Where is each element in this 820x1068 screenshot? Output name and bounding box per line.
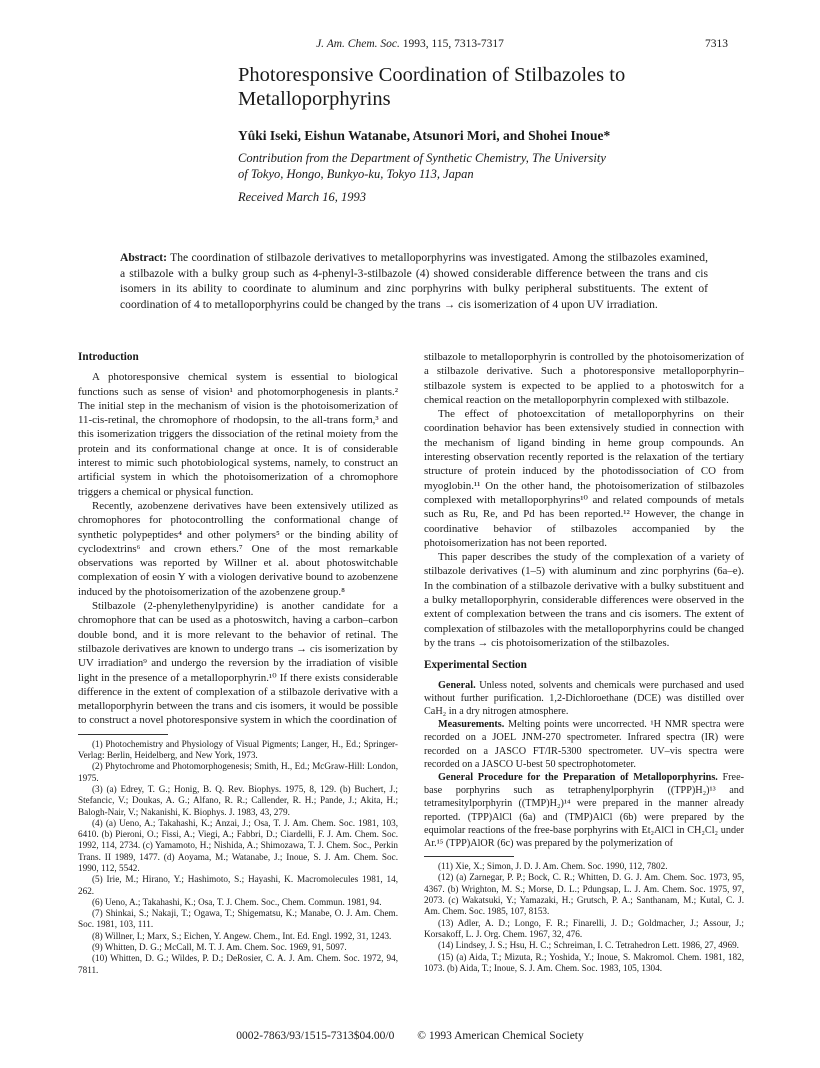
abstract-text: The coordination of stilbazole derivatives to metalloporphyrins was investigated. Among the stilbazoles examined, a stilbazole with a bulky group such as 4-phenyl-3-stilbazole (4) showed considerable difference between the trans and cis isomers in its ability to coordinate to aluminum and zinc porphyrins with bulky peripheral substituents. The extent of coordination of 4 to metalloporphyrins could be changed by the trans → cis isomerization of 4 upon UV irradiation. bbox=[120, 251, 708, 311]
left-column bbox=[78, 350, 398, 976]
footnote: (10) Whitten, D. G.; Wildes, P. D.; DeRosier, C. A. J. Am. Chem. Soc. 1972, 94, 7811. bbox=[78, 953, 398, 975]
footnote: (15) (a) Aida, T.; Mizuta, R.; Yoshida, Y.; Inoue, S. Makromol. Chem. 1981, 182, 1073. (b) Aida, T.; Inoue, S. J. Am. Chem. Soc. 1983, 105, 1304. bbox=[424, 951, 744, 973]
running-header bbox=[0, 38, 820, 50]
footnote: (2) Phytochrome and Photomorphogenesis; Smith, H., Ed.; McGraw-Hill: London, 1975. bbox=[78, 761, 398, 783]
footnote: (4) (a) Ueno, A.; Takahashi, K.; Anzai, J.; Osa, T. J. Am. Chem. Soc. 1981, 103, 6410. (b) Pieroni, O.; Fissi, A.; Viegi, A.; Fabbri, D.; Ciardelli, F. J. Am. Chem. Soc. 1992, 114, 2734. (c) Yamamoto, H.; Nishida, A.; Shimozawa, T. J. Chem. Soc., Perkin Trans. II 1989, 1477. (d) Aoyama, M.; Watanabe, J.; Inoue, S. J. Am. Chem. Soc. 1990, 112, 5542. bbox=[78, 817, 398, 873]
paragraph: Recently, azobenzene derivatives have been extensively utilized as chromophores for photocontrolling the conformational change of synthetic polypeptides⁴ and other polymers⁵ or the binding ability of cyclodextrins⁶ and crown ethers.⁷ One of the most remarkable observations was reported by Willner et al. about photoswitchable complexation of eosin Y with a viologen derivative bound to azobenzene induced by the photoisomerization of the azobenzene group.⁸ bbox=[78, 499, 398, 598]
paragraph: The effect of photoexcitation of metalloporphyrins on their coordination behavior has been extensively studied in connection with the mechanism of ligand binding in heme group compounds. An interesting observation recently reported is the relaxation of the tertiary structure of protein induced by the photodissociation of CO from myoglobin.¹¹ On the other hand, the photoisomerization of stilbazoles complexed with metalloporphyrins¹⁰ and related compounds of metals such as Ru, Re, and Pd has been reported.¹² However, the change in coordinative behavior of stilbazoles accompanied by the photoisomerization has not been reported. bbox=[424, 408, 744, 549]
abstract-label: Abstract: bbox=[120, 251, 168, 264]
footnote: (5) Irie, M.; Hirano, Y.; Hashimoto, S.; Hayashi, K. Macromolecules 1981, 14, 262. bbox=[78, 874, 398, 896]
footnote: (9) Whitten, D. G.; McCall, M. T. J. Am. Chem. Soc. 1969, 91, 5097. bbox=[92, 942, 347, 953]
copyright: © 1993 American Chemical Society bbox=[417, 1030, 584, 1042]
footnote: (1) Photochemistry and Physiology of Visual Pigments; Langer, H., Ed.; Springer-Verlag: Berlin, Heidelberg, and New York, 1973. bbox=[78, 738, 398, 761]
paragraph: A photoresponsive chemical system is essential to biological functions such as sense of vision¹ and photomorphogenesis in plants.² The initial step in the mechanism of vision is the photoisomerization of 11-cis-retinal, the chromophore of rhodopsin, to the all-trans form,³ and this isomerization triggers the dissociation of the retinal moiety from the protein and its conformational change at once. It is of considerable interest to mimic such photobiological systems, namely, to construct an artificial system in which the photoisomerization of a chromophore triggers a chemical or physical function. bbox=[78, 371, 398, 498]
run-in-text: Melting points were uncorrected. ¹H NMR spectra were recorded on a JOEL JNM-270 spectrometer. Infrared spectra (IR) were recorded on a JASCO FT/IR-5300 spectrometer. UV–vis spectra were recorded on a JASCO U-best 50 spectrophotometer. bbox=[424, 719, 745, 770]
article-code: 0002-7863/93/1515-7313$04.00/0 bbox=[236, 1030, 395, 1042]
footnote: (11) Xie, X.; Simon, J. D. J. Am. Chem. Soc. 1990, 112, 7802. bbox=[438, 861, 668, 872]
run-in-heading: Measurements. bbox=[438, 719, 505, 731]
page-number: 7313 bbox=[705, 38, 728, 50]
run-in-text: Free-base porphyrins such as tetraphenylporphyrin ((TPP)H₂)¹³ and tetramesitylporphyrin ((TMP)H₂)¹⁴ were prepared in the manner already reported. (TPP)AlCl (6a) and (TMP)AlCl (6b) were prepared by the equimolar reactions of the free-base porphyrins with Et₂AlCl in CH₂Cl₂ under Ar.¹⁵ (TPP)AlOR (6c) was prepared by the polymerization of bbox=[424, 771, 744, 849]
journal-name: J. Am. Chem. Soc. bbox=[316, 38, 400, 50]
footnote: (8) Willner, I.; Marx, S.; Eichen, Y. Angew. Chem., Int. Ed. Engl. 1992, 31, 1243. bbox=[92, 930, 392, 941]
run-in-heading: General. bbox=[438, 679, 476, 691]
section-heading-experimental: Experimental Section bbox=[424, 659, 527, 672]
footnote-divider bbox=[78, 734, 168, 735]
paragraph bbox=[424, 771, 744, 850]
footnote: (13) Adler, A. D.; Longo, F. R.; Finarelli, J. D.; Goldmacher, J.; Assour, J.; Korsakoff, L. J. Org. Chem. 1967, 32, 476. bbox=[424, 917, 744, 939]
page-footer bbox=[0, 1030, 820, 1042]
received-date: Received March 16, 1993 bbox=[238, 190, 366, 204]
run-in-heading: General Procedure for the Preparation of Metalloporphyrins. bbox=[438, 771, 718, 783]
paragraph bbox=[424, 718, 744, 771]
paragraph: This paper describes the study of the complexation of a variety of stilbazole derivatives (1–5) with aluminum and zinc porphyrins (6a–e). In the combination of a stilbazole derivative with a bulky substituent and a bulky metalloporphyrin, considerable differences were observed in the extent of complexation between the trans and cis isomers. The extent of complexation of stilbazoles with the metalloporphyrins could be changed by the trans → cis photoisomerization of the stilbazoles. bbox=[424, 551, 744, 649]
paragraph: stilbazole to metalloporphyrin is controlled by the photoisomerization of a stilbazole derivative. Such a photoresponsive metalloporphyrin–stilbazole system is expected to be applied to a photoswitch for a chemical reaction on the metalloporphyrin complexed with stilbazole. bbox=[424, 351, 744, 406]
footnote: (7) Shinkai, S.; Nakaji, T.; Ogawa, T.; Shigematsu, K.; Manabe, O. J. Am. Chem. Soc. 1981, 103, 111. bbox=[78, 908, 398, 930]
footnote: (6) Ueno, A.; Takahashi, K.; Osa, T. J. Chem. Soc., Chem. Commun. 1981, 94. bbox=[92, 896, 382, 907]
paragraph: Stilbazole (2-phenylethenylpyridine) is another candidate for a chromophore that can be used as a photoswitch, having a carbon–carbon double bond, and it is more relevant to the behavior of retinal. The stilbazole derivatives are known to undergo trans → cis isomerization by UV irradiation⁹ and undergo the reversion by the irradiation of visible light in the presence of a metalloporphyrin.¹⁰ If there exists considerable difference in the extent of complexation of a stilbazole derivative with a metalloporphyrin between the trans and cis isomers, it would be possible to construct a novel photoresponsive system in which the coordination of bbox=[78, 600, 398, 727]
affiliation: Contribution from the Department of Synthetic Chemistry, The University of Tokyo, Hongo, Bunkyo-ku, Tokyo 113, Japan bbox=[238, 151, 606, 181]
footnote-divider bbox=[424, 856, 514, 857]
article-title: Photoresponsive Coordination of Stilbazoles to Metalloporphyrins bbox=[238, 64, 626, 110]
abstract bbox=[120, 250, 708, 312]
footnote: (14) Lindsey, J. S.; Hsu, H. C.; Schreiman, I. C. Tetrahedron Lett. 1986, 27, 4969. bbox=[438, 940, 739, 951]
section-heading-introduction: Introduction bbox=[78, 351, 139, 363]
author-list: Yûki Iseki, Eishun Watanabe, Atsunori Mori, and Shohei Inoue* bbox=[238, 128, 611, 143]
right-column bbox=[424, 350, 744, 974]
footnote: (12) (a) Zarnegar, P. P.; Bock, C. R.; Whitten, D. G. J. Am. Chem. Soc. 1973, 95, 4367. (b) Wrighton, M. S.; Morse, D. L.; Pdungsap, L. J. Am. Chem. Soc. 1975, 97, 2073. (c) Wakatsuki, Y.; Yamazaki, H.; Grutsch, P. A.; Santhanam, M.; Kutal, C. J. Am. Chem. Soc. 1985, 107, 8153. bbox=[424, 872, 744, 917]
footnote: (3) (a) Edrey, T. G.; Honig, B. Q. Rev. Biophys. 1975, 8, 129. (b) Buchert, J.; Stefancic, V.; Doukas, A. G.; Alfano, R. R.; Callender, R. H.; Pande, J.; Akita, H.; Balogh-Nair, V.; Nakanishi, K. Biophys. J. 1983, 43, 279. bbox=[78, 783, 398, 817]
paragraph bbox=[424, 679, 744, 719]
run-in-text: Unless noted, solvents and chemicals were purchased and used without further purification. 1,2-Dichloroethane (DCE) was distilled over CaH₂ in a dry nitrogen atmosphere. bbox=[424, 679, 745, 717]
citation: 1993, 115, 7313-7317 bbox=[402, 38, 504, 50]
